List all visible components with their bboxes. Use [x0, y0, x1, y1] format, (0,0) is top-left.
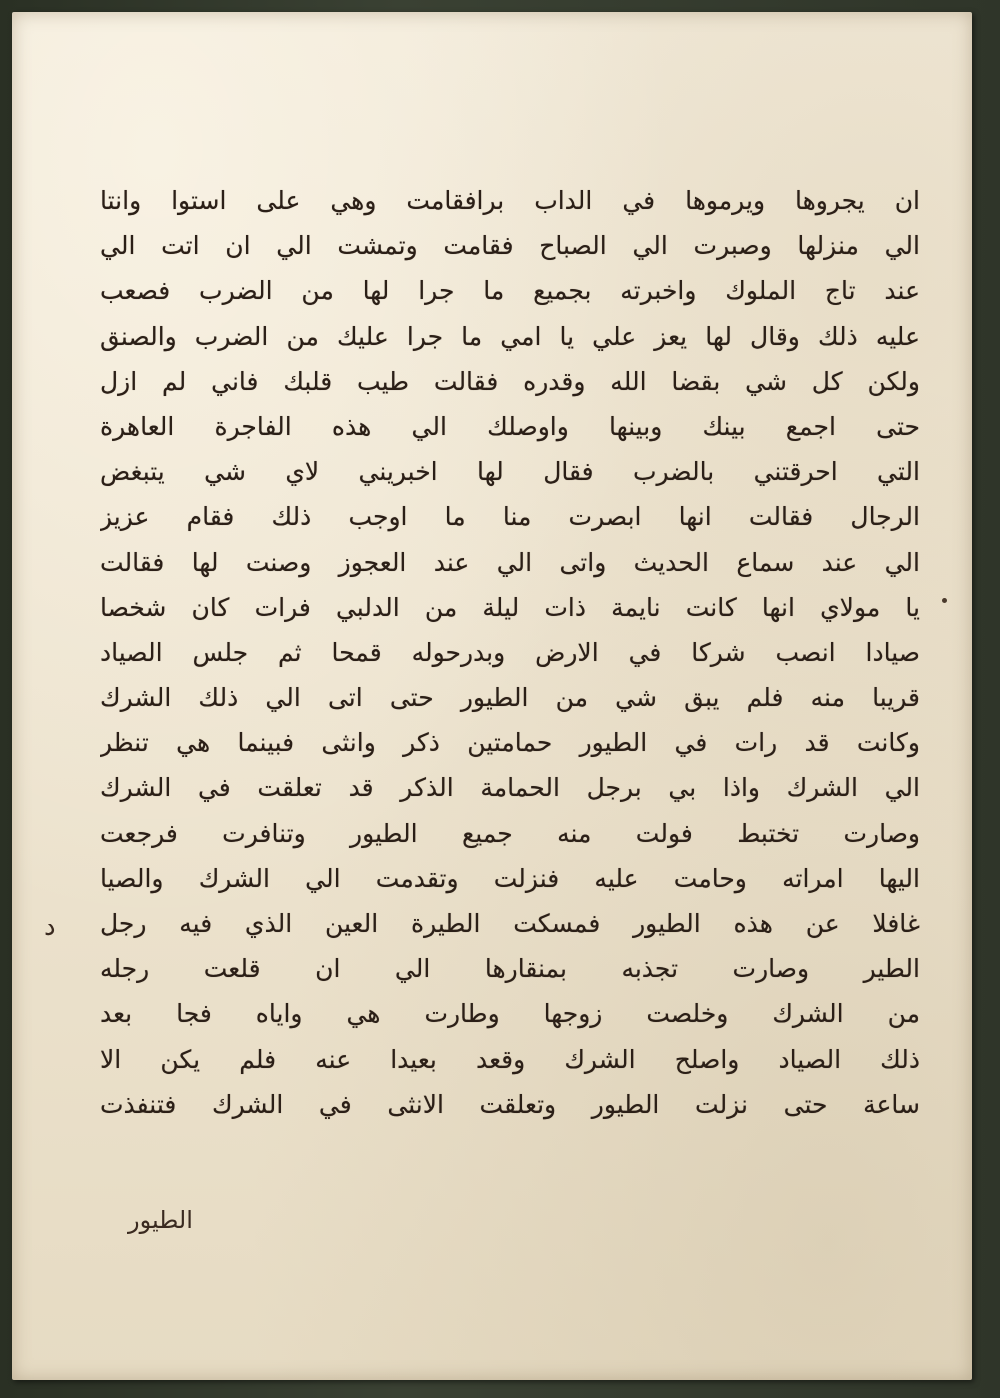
text-line: وصارت تختبط فولت منه جميع الطيور وتنافرت فرجعت — [100, 818, 920, 848]
text-line: من الشرك وخلصت زوجها وطارت هي واياه فجا بعد — [100, 999, 920, 1029]
text-line: ان يجروها ويرموها في الداب برافقامت وهي على استوا وانتا — [100, 186, 920, 215]
text-line: وكانت قد رات في الطيور حمامتين ذكر وانثى فبينما هي تنظر — [100, 728, 920, 758]
text-line: ولكن كل شي بقضا الله وقدره فقالت طيب قلبك فاني لم ازل — [100, 366, 920, 396]
catchword: الطيور — [128, 1206, 193, 1234]
ink-dot — [942, 598, 947, 603]
text-line: يا مولاي انها كانت نايمة ذات ليلة من الدلبي فرات كان شخصا — [100, 592, 920, 622]
text-line: عليه ذلك وقال لها يعز علي يا امي ما جرا عليك من الضرب والصنق — [100, 321, 920, 351]
manuscript-text-block — [100, 178, 920, 1127]
text-line: الرجال فقالت انها ابصرت منا ما اوجب ذلك فقام عزيز — [100, 502, 920, 532]
text-line: صيادا انصب شركا في الارض وبدرحوله قمحا ثم جلس الصياد — [100, 637, 920, 667]
text-line: التي احرقتني بالضرب فقال لها اخبريني لاي شي يتبغض — [100, 457, 920, 487]
text-line: اليها امراته وحامت عليه فنزلت وتقدمت الي الشرك والصيا — [100, 863, 920, 893]
text-line: ساعة حتى نزلت الطيور وتعلقت الانثى في الشرك فتنفذت — [100, 1089, 920, 1119]
text-line: حتى اجمع بينك وبينها واوصلك الي هذه الفاجرة العاهرة — [100, 411, 920, 441]
text-line: الطير وصارت تجذبه بمنقارها الي ان قلعت رجله — [100, 954, 920, 984]
text-line: غافلا عن هذه الطيور فمسكت الطيرة العين الذي فيه رجل — [100, 909, 920, 938]
text-line: ذلك الصياد واصلح الشرك وقعد بعيدا عنه فلم يكن الا — [100, 1044, 920, 1074]
text-line: عند تاج الملوك واخبرته بجميع ما جرا لها من الضرب فصعب — [100, 276, 920, 306]
text-line: الي عند سماع الحديث واتى الي عند العجوز وصنت لها فقالت — [100, 547, 920, 577]
margin-note: د — [44, 912, 56, 942]
text-line: قريبا منه فلم يبق شي من الطيور حتى اتى الي ذلك الشرك — [100, 683, 920, 713]
text-line: الي الشرك واذا بي برجل الحمامة الذكر قد تعلقت في الشرك — [100, 773, 920, 803]
text-line: الي منزلها وصبرت الي الصباح فقامت وتمشت الي ان اتت الي — [100, 231, 920, 261]
